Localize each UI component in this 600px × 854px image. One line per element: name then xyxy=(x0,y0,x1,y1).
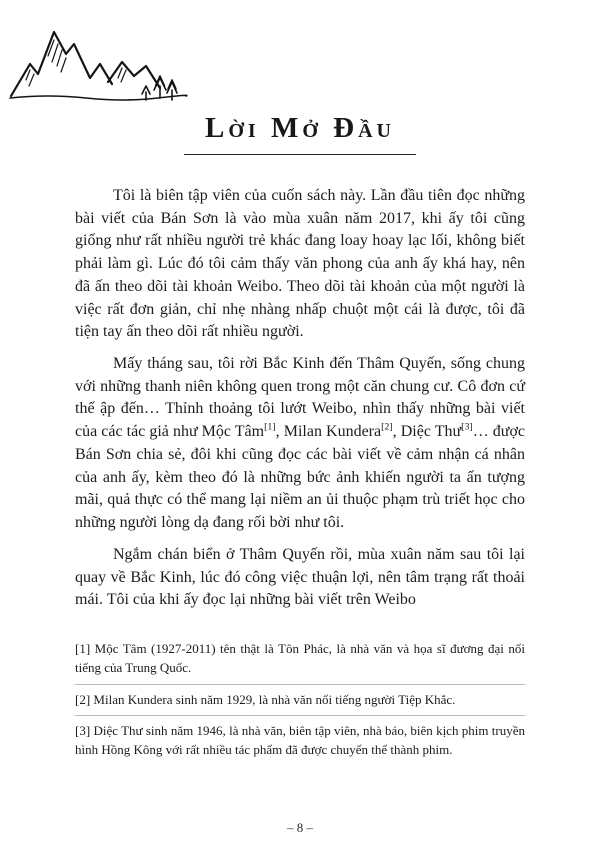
footnote: [2] Milan Kundera sinh năm 1929, là nhà văn nổi tiếng người Tiệp Khắc. xyxy=(75,684,525,716)
paragraph-text: Mấy tháng sau, tôi rời Bắc Kinh đến Thâm Quyến, sống chung với những thanh niên không quen trong một căn chung cư. Cô đơn cứ thế ập đến… Thỉnh thoảng tôi lướt Weibo, nhìn thấy những bài viết của các tác giả như Mộc Tâm xyxy=(75,355,525,441)
paragraph-text: Ngắm chán biển ở Thâm Quyến rồi, mùa xuân năm sau tôi lại quay về Bắc Kinh, lúc đó công việc thuận lợi, nên tâm trạng rất thoải mái. Tôi của khi ấy đọc lại những bài viết trên Weibo xyxy=(75,545,525,609)
footnote-ref-1: [1] xyxy=(264,421,276,433)
page-title: Lời Mở Đầu xyxy=(205,112,395,144)
footnote: [1] Mộc Tâm (1927-2011) tên thật là Tôn Phác, là nhà văn và họa sĩ đương đại nổi tiếng của Trung Quốc. xyxy=(75,640,525,675)
title-divider xyxy=(184,154,416,155)
paragraph-text: Tôi là biên tập viên của cuốn sách này. Lần đầu tiên đọc những bài viết của Bán Sơn là vào mùa xuân năm 2017, khi ấy tôi cũng giống như rất nhiều người trẻ khác đang loay hoay lạc lối, không biết phải làm gì. Lúc đó tôi cảm thấy văn phong của anh ấy khá hay, nên đã ấn theo dõi tài khoản Weibo. Theo dõi tài khoản của một người là việc rất đơn giản, chỉ nhẹ nhàng nhấp chuột một cái là được, tôi đã tiện tay ấn theo dõi rất nhiều người. xyxy=(75,187,525,341)
paragraph-text: , Diệc Thư xyxy=(392,423,462,441)
body-paragraph xyxy=(75,185,525,344)
footnote-ref-3: [3] xyxy=(461,421,473,433)
footnote-ref-2: [2] xyxy=(381,421,393,433)
footnote: [3] Diệc Thư sinh năm 1946, là nhà văn, biên tập viên, nhà báo, biên kịch phim truyền hình Hồng Kông với rất nhiều tác phẩm đã được chuyển thể thành phim. xyxy=(75,715,525,766)
body-paragraph xyxy=(75,544,525,612)
paragraph-text: … được Bán Sơn chia sẻ, đôi khi cũng đọc các bài viết về cảm nhận cá nhân của anh ấy, kèm theo đó là những bức ảnh khiến người ta ấn tượng mãi, quả thực có thể mang lại niềm an ủi thuộc phạm trù triết học cho những người lòng dạ đang rối bời như tôi. xyxy=(75,423,526,532)
body-text xyxy=(75,185,525,612)
paragraph-text: , Milan Kundera xyxy=(275,423,382,441)
body-paragraph xyxy=(75,353,525,535)
mountains-illustration xyxy=(8,16,190,112)
mountain-sketch-icon xyxy=(8,16,190,112)
footnotes-section xyxy=(75,634,525,766)
page-number: – 8 – xyxy=(287,820,313,835)
